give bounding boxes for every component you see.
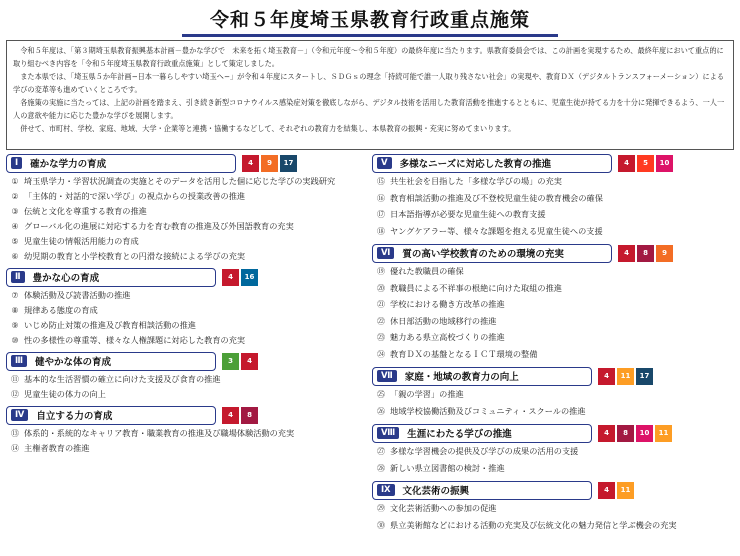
section-number: Ⅵ (377, 247, 394, 259)
section-title: 確かな学力の育成 (30, 159, 107, 170)
list-item (6, 236, 366, 247)
item-number: ㉕ (377, 390, 385, 399)
section-title-box (372, 367, 592, 386)
list-item (372, 176, 732, 187)
section-number: Ⅶ (377, 370, 397, 382)
section-number: Ⅳ (11, 409, 28, 421)
item-number: ⑬ (11, 429, 19, 438)
item-number: ⑨ (11, 321, 19, 330)
section-number: Ⅸ (377, 484, 395, 496)
item-number: ⑯ (377, 193, 385, 203)
list-item (6, 206, 366, 217)
sdg-goal-icon: 5 (637, 155, 654, 172)
item-text: 埼玉県学力・学習状況調査の実施とそのデータを活用した個に応じた学びの実践研究 (24, 176, 336, 186)
item-text: 主権者教育の推進 (24, 443, 90, 453)
list-item (372, 226, 732, 237)
list-item (6, 335, 366, 346)
section-header (372, 479, 732, 501)
item-text: 「親の学習」の推進 (390, 389, 464, 399)
item-number: ㉗ (377, 447, 385, 456)
list-item (6, 374, 366, 385)
page-title: 令和５年度埼玉県教育行政重点施策 (182, 3, 558, 37)
left-column (6, 150, 366, 458)
list-item (6, 389, 366, 400)
sdg-goal-icon: 3 (222, 353, 239, 370)
item-text: 新しい県立図書館の検討・推進 (390, 462, 505, 473)
intro-paragraph: 各施策の実施に当たっては、上記の計画を踏まえ、引き続き新型コロナウイルス感染症対策を徹底しながら、デジタル技術を活用した教育活動を推進するとともに、児童生徒が持てる力を十分に発揮できるよう、一人一人の意欲や能力に応じた豊かな学びを展開します。 (13, 98, 725, 120)
list-item (372, 349, 732, 360)
sdg-goal-icon: 4 (598, 425, 615, 442)
item-number: ㉔ (377, 349, 385, 359)
section-header (372, 242, 732, 264)
item-number: ③ (11, 207, 19, 216)
sdg-goal-icon: 10 (656, 155, 673, 172)
item-text: 「主体的・対話的で深い学び」の視点からの授業改善の推進 (24, 191, 246, 201)
section-title-box (6, 154, 236, 173)
item-text: 多様な学習機会の提供及び学びの成果の活用の支援 (390, 446, 579, 456)
section-title-box (6, 268, 216, 287)
sdg-icon-group (222, 269, 260, 286)
item-text: 文化芸術活動への参加の促進 (390, 503, 497, 513)
sdg-icon-group (618, 155, 675, 172)
list-item (372, 503, 732, 514)
list-item (372, 299, 732, 310)
item-number: ⑤ (11, 237, 19, 246)
item-text: 性の多様性の尊重等、様々な人権課題に対応した教育の充実 (24, 335, 246, 345)
intro-box (6, 40, 734, 150)
item-text: 魅力ある県立高校づくりの推進 (390, 332, 505, 342)
item-text: 教育ＤＸの基盤となるＩＣＴ環境の整備 (390, 348, 538, 359)
sdg-goal-icon: 11 (655, 425, 672, 442)
list-item (6, 176, 366, 187)
sdg-goal-icon: 11 (617, 482, 634, 499)
sdg-icon-group (222, 407, 260, 424)
list-item (6, 443, 366, 454)
section-header (6, 152, 366, 174)
item-number: ⑳ (377, 283, 385, 293)
item-number: ㉚ (377, 520, 385, 530)
item-number: ⑦ (11, 291, 19, 300)
item-text: 共生社会を目指した「多様な学びの場」の充実 (390, 176, 562, 186)
list-item (6, 305, 366, 316)
sdg-icon-group (598, 368, 655, 385)
sdg-goal-icon: 8 (241, 407, 258, 424)
item-text: 体験活動及び読書活動の推進 (24, 290, 131, 300)
section-title: 健やかな体の育成 (35, 357, 112, 368)
section-item-list (372, 266, 732, 360)
intro-paragraph: 併せて、市町村、学校、家庭、地域、大学・企業等と連携・協働するなどして、それぞれの教育力を結集し、本県教育の振興・充実に努めてまいります。 (20, 124, 516, 133)
section-title: 家庭・地域の教育力の向上 (404, 372, 519, 383)
section-number: Ⅰ (11, 157, 22, 169)
item-number: ④ (11, 222, 19, 231)
sdg-goal-icon: 4 (242, 155, 259, 172)
item-number: ⑱ (377, 226, 385, 236)
item-text: 幼児期の教育と小学校教育との円滑な接続による学びの充実 (24, 251, 246, 261)
section-title-box (372, 154, 612, 173)
list-item (6, 428, 366, 439)
list-item (6, 290, 366, 301)
item-number: ㉓ (377, 333, 385, 342)
list-item (372, 520, 732, 531)
sdg-goal-icon: 10 (636, 425, 653, 442)
item-number: ⑫ (11, 390, 19, 399)
item-number: ㉖ (377, 406, 385, 416)
section-title-box (372, 244, 612, 263)
section-header (372, 152, 732, 174)
item-text: 日本語指導が必要な児童生徒への教育支援 (390, 209, 546, 219)
sdg-goal-icon: 17 (636, 368, 653, 385)
sdg-goal-icon: 4 (222, 407, 239, 424)
sdg-goal-icon: 4 (598, 368, 615, 385)
item-number: ⑥ (11, 252, 19, 261)
item-text: グローバル化の進展に対応する力を育む教育の推進及び外国語教育の充実 (24, 221, 294, 231)
item-number: ㉑ (377, 300, 385, 309)
section-number: Ⅱ (11, 271, 25, 283)
item-number: ⑰ (377, 210, 385, 219)
item-text: ヤングケアラー等、様々な課題を抱える児童生徒への支援 (390, 225, 603, 236)
item-number: ㉒ (377, 316, 385, 326)
sdg-icon-group (242, 155, 299, 172)
item-number: ㉙ (377, 504, 385, 513)
item-text: 基本的な生活習慣の確立に向けた支援及び食育の推進 (24, 374, 221, 384)
list-item (372, 283, 732, 294)
item-text: 規律ある態度の育成 (24, 305, 98, 315)
sdg-goal-icon: 9 (656, 245, 673, 262)
item-number: ⑭ (11, 444, 19, 453)
section-header (6, 350, 366, 372)
section-title-box (372, 424, 592, 443)
list-item (6, 251, 366, 262)
section-title: 質の高い学校教育のための環境の充実 (402, 249, 564, 260)
sdg-goal-icon: 4 (598, 482, 615, 499)
title-wrap (150, 3, 590, 35)
section-header (6, 266, 366, 288)
sdg-goal-icon: 11 (617, 368, 634, 385)
section-item-list (372, 446, 732, 474)
item-text: 優れた教職員の確保 (390, 266, 464, 276)
item-number: ⑧ (11, 306, 19, 315)
intro-paragraph: また本県では、「埼玉県５か年計画−日本一暮らしやすい埼玉へ−」が令和４年度にスタートし、ＳＤＧｓの理念「持続可能で誰一人取り残さない社会」の実現や、教育ＤＸ（デジタルトランスフォーメーション）による学びの変革等も進めていくところです。 (13, 72, 725, 94)
item-number: ⑩ (11, 336, 19, 345)
intro-paragraph: 令和５年度は、「第３期埼玉県教育振興基本計画－豊かな学びで 未来を拓く埼玉教育－」（令和元年度～令和５年度）の最終年度に当たります。県教育委員会では、この計画を実現するため、最終年度において重点的に取り組むべき内容を「令和５年度埼玉県教育行政重点施策」として策定しました。 (13, 46, 724, 68)
list-item (372, 406, 732, 417)
sdg-goal-icon: 17 (280, 155, 297, 172)
item-text: 地域学校協働活動及びコミュニティ・スクールの推進 (390, 405, 586, 416)
section-title-box (6, 406, 216, 425)
sdg-goal-icon: 8 (617, 425, 634, 442)
item-text: 教育相談活動の推進及び不登校児童生徒の教育機会の確保 (390, 192, 603, 203)
section-item-list (372, 176, 732, 237)
list-item (372, 316, 732, 327)
item-text: 学校における働き方改革の推進 (390, 299, 505, 309)
sdg-icon-group (598, 482, 636, 499)
item-number: ㉘ (377, 463, 385, 473)
item-text: 県立美術館などにおける活動の充実及び伝統文化の魅力発信と学ぶ機会の充実 (390, 519, 677, 530)
list-item (372, 463, 732, 474)
section-item-list (372, 389, 732, 417)
section-title: 文化芸術の振興 (402, 486, 470, 497)
section-number: Ⅲ (11, 355, 27, 367)
item-text: 伝統と文化を尊重する教育の推進 (24, 206, 147, 216)
list-item (372, 193, 732, 204)
list-item (6, 320, 366, 331)
section-title: 自立する力の育成 (36, 411, 113, 422)
item-text: 児童生徒の情報活用能力の育成 (24, 236, 139, 246)
sdg-goal-icon: 9 (261, 155, 278, 172)
list-item (372, 389, 732, 400)
sdg-icon-group (598, 425, 674, 442)
list-item (6, 191, 366, 202)
section-header (6, 404, 366, 426)
list-item (372, 446, 732, 457)
item-number: ⑮ (377, 177, 385, 186)
right-column (372, 150, 732, 536)
section-title: 多様なニーズに対応した教育の推進 (399, 159, 552, 170)
section-item-list (6, 374, 366, 400)
item-text: 教職員による不祥事の根絶に向けた取組の推進 (390, 282, 562, 293)
item-number: ② (11, 192, 19, 201)
item-text: 休日部活動の地域移行の推進 (390, 315, 497, 326)
item-text: 児童生徒の体力の向上 (24, 389, 106, 399)
sdg-goal-icon: 4 (618, 155, 635, 172)
section-item-list (6, 428, 366, 454)
sdg-goal-icon: 4 (618, 245, 635, 262)
section-title-box (6, 352, 216, 371)
item-text: 体系的・系統的なキャリア教育・職業教育の推進及び職場体験活動の充実 (24, 428, 295, 438)
list-item (6, 221, 366, 232)
item-text: いじめ防止対策の推進及び教育相談活動の推進 (24, 320, 196, 330)
section-title: 豊かな心の育成 (32, 273, 100, 284)
section-number: Ⅴ (377, 157, 392, 169)
section-title: 生涯にわたる学びの推進 (407, 429, 512, 440)
list-item (372, 266, 732, 277)
item-number: ① (11, 177, 19, 186)
list-item (372, 332, 732, 343)
sdg-icon-group (222, 353, 260, 370)
section-title-box (372, 481, 592, 500)
sdg-icon-group (618, 245, 675, 262)
sdg-goal-icon: 4 (222, 269, 239, 286)
section-item-list (6, 176, 366, 262)
sdg-goal-icon: 4 (241, 353, 258, 370)
section-item-list (372, 503, 732, 531)
section-number: Ⅷ (377, 427, 399, 439)
sdg-goal-icon: 16 (241, 269, 258, 286)
section-header (372, 365, 732, 387)
item-number: ⑲ (377, 267, 385, 276)
item-number: ⑪ (11, 375, 19, 384)
section-item-list (6, 290, 366, 346)
sdg-goal-icon: 8 (637, 245, 654, 262)
list-item (372, 209, 732, 220)
section-header (372, 422, 732, 444)
